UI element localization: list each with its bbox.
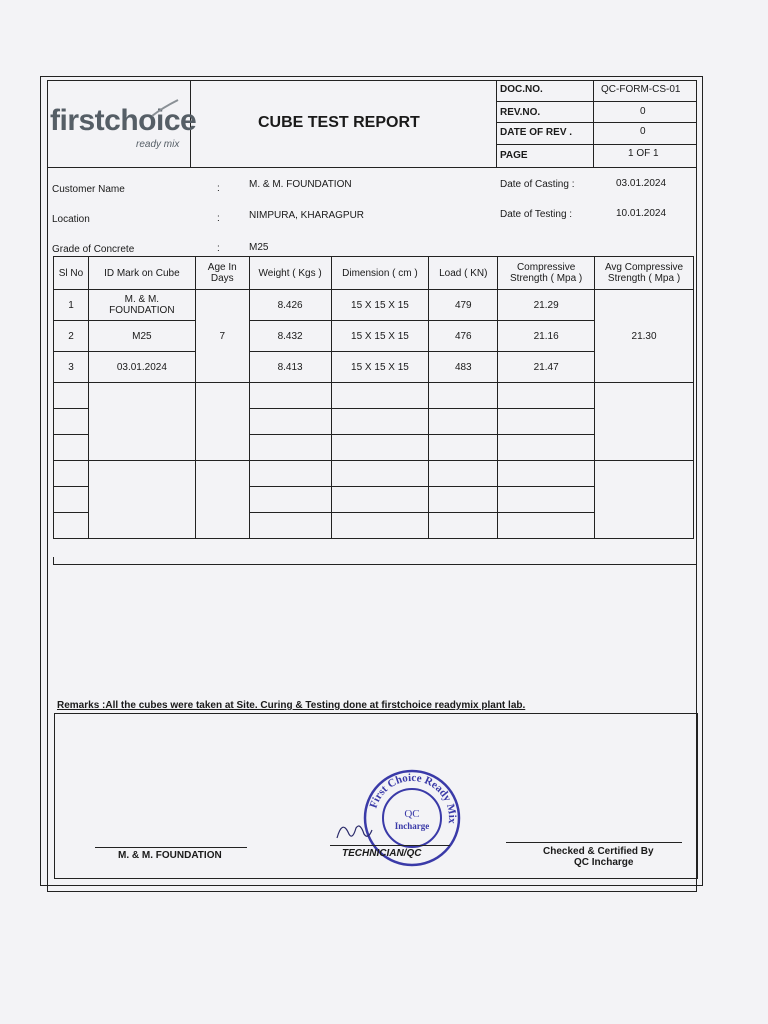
stamp-center-text: Incharge xyxy=(394,821,430,831)
col-header: Avg Compressive Strength ( Mpa ) xyxy=(595,257,694,290)
technician-signature-label: TECHNICIAN/QC xyxy=(342,848,422,859)
customer-name-value: M. & M. FOUNDATION xyxy=(249,179,352,190)
table-row-empty xyxy=(54,383,694,409)
table-header-row xyxy=(54,257,694,290)
load-cell: 479 xyxy=(429,290,498,321)
rev-no-value: 0 xyxy=(640,106,646,117)
doc-row-line-3 xyxy=(496,144,697,145)
colon-separator: : xyxy=(217,243,220,254)
grade-label: Grade of Concrete xyxy=(52,244,135,255)
col-header: Age In Days xyxy=(195,257,249,290)
col-header: Weight ( Kgs ) xyxy=(249,257,331,290)
load-cell: 483 xyxy=(429,352,498,383)
age-days-cell: 7 xyxy=(195,290,249,383)
col-header: Load ( KN) xyxy=(429,257,498,290)
grade-value: M25 xyxy=(249,242,269,253)
col-header: Dimension ( cm ) xyxy=(331,257,429,290)
date-of-testing-label: Date of Testing : xyxy=(500,209,573,220)
id-mark-cell: M. & M. FOUNDATION xyxy=(88,290,195,321)
company-logo: firstchoice xyxy=(50,104,197,137)
weight-cell: 8.413 xyxy=(249,352,331,383)
table-row xyxy=(54,290,694,321)
dimension-cell: 15 X 15 X 15 xyxy=(331,290,429,321)
customer-name-label: Customer Name xyxy=(52,184,125,195)
remarks-text: Remarks :All the cubes were taken at Site. Curing & Testing done at firstchoice readymix plant lab. xyxy=(57,700,526,711)
doc-no-label: DOC.NO. xyxy=(500,84,543,95)
colon-separator: : xyxy=(217,213,220,224)
colon-separator: : xyxy=(217,183,220,194)
table-bottom-border xyxy=(53,557,697,565)
header-divider-value xyxy=(593,80,594,168)
col-header: ID Mark on Cube xyxy=(88,257,195,290)
qc-incharge-label: QC Incharge xyxy=(574,857,634,868)
dimension-cell: 15 X 15 X 15 xyxy=(331,352,429,383)
strength-cell: 21.16 xyxy=(498,321,595,352)
customer-sign-line xyxy=(95,847,247,848)
col-header: Compressive Strength ( Mpa ) xyxy=(498,257,595,290)
doc-row-line-2 xyxy=(496,122,697,123)
dimension-cell: 15 X 15 X 15 xyxy=(331,321,429,352)
technician-sign-line xyxy=(330,845,450,846)
avg-strength-cell: 21.30 xyxy=(595,290,694,383)
table-row-empty xyxy=(54,461,694,487)
doc-row-line-1 xyxy=(496,101,697,102)
load-cell: 476 xyxy=(429,321,498,352)
weight-cell: 8.432 xyxy=(249,321,331,352)
rev-no-label: REV.NO. xyxy=(500,107,541,118)
doc-no-value: QC-FORM-CS-01 xyxy=(601,84,681,95)
date-of-casting-label: Date of Casting : xyxy=(500,179,575,190)
stamp-ring-text: First Choice Ready Mix xyxy=(367,771,459,825)
id-mark-cell: 03.01.2024 xyxy=(88,352,195,383)
report-title: CUBE TEST REPORT xyxy=(258,114,420,131)
header-divider-doc xyxy=(496,80,497,168)
certified-by-label: Checked & Certified By xyxy=(543,846,654,857)
sl-no-cell: 3 xyxy=(54,352,89,383)
id-mark-cell: M25 xyxy=(88,321,195,352)
customer-signature-label: M. & M. FOUNDATION xyxy=(118,850,222,861)
location-label: Location xyxy=(52,214,90,225)
date-of-testing-value: 10.01.2024 xyxy=(616,208,667,219)
date-of-casting-value: 03.01.2024 xyxy=(616,178,667,189)
certified-sign-line xyxy=(506,842,682,843)
strength-cell: 21.29 xyxy=(498,290,595,321)
location-value: NIMPURA, KHARAGPUR xyxy=(249,210,365,221)
cube-results-table xyxy=(53,256,694,539)
stamp-center-text: QC xyxy=(404,808,420,820)
technician-signature-mark xyxy=(334,818,374,846)
date-of-rev-label: DATE OF REV . xyxy=(500,127,573,138)
sl-no-cell: 2 xyxy=(54,321,89,352)
logo-swoosh-icon xyxy=(150,98,180,120)
header-bottom-line xyxy=(47,167,697,168)
col-header: Sl No xyxy=(54,257,89,290)
date-of-rev-value: 0 xyxy=(640,126,646,137)
company-logo-subtitle: ready mix xyxy=(136,139,180,150)
page-value: 1 OF 1 xyxy=(628,148,659,159)
strength-cell: 21.47 xyxy=(498,352,595,383)
page-label: PAGE xyxy=(500,150,528,161)
weight-cell: 8.426 xyxy=(249,290,331,321)
sl-no-cell: 1 xyxy=(54,290,89,321)
